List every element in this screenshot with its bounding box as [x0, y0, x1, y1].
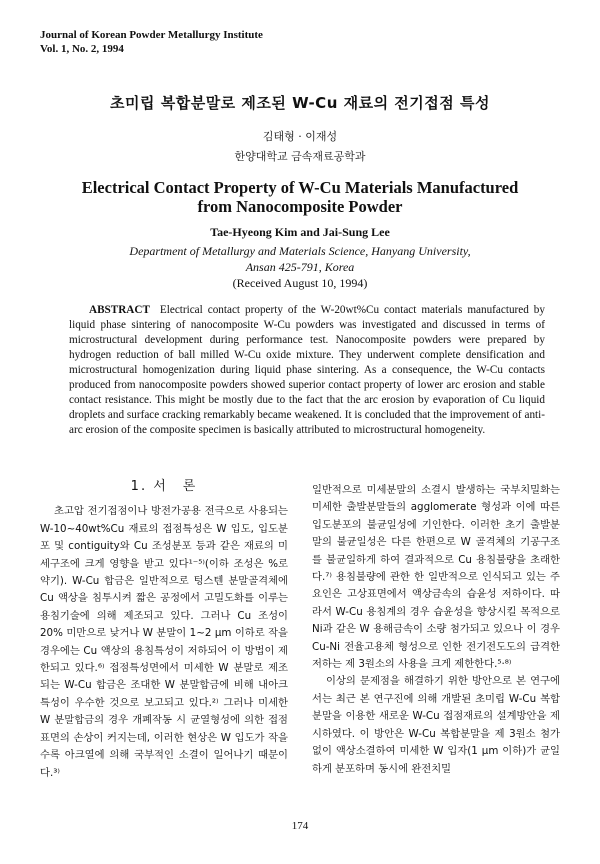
section-heading: 1. 서 론 — [130, 479, 198, 494]
journal-header — [40, 28, 263, 56]
intro-paragraph-2: 일반적으로 미세분말의 소결시 발생하는 국부치밀화는 미세한 출발분말들의 agglomerate 형성과 이에 따른 입도분포의 불균일성에 기인한다. 이러한 초기 출발분말의 불균일성은 다른 한편으로 W 골격체의 기공구조를 불균일하게 하여 결과적으로 Cu 용침불량을 초래한다.⁷⁾ 용침불량에 관한 한 일반적으로 인식되고 있는 주요인은 고상표면에서 액상금속의 습윤성 저하이다. 따라서 W-Cu 용침계의 경우 습윤성을 향상시킬 목적으로 Ni과 같은 W 용해금속이 소량 첨가되고 있으나 이 경우 Cu-Ni 전율고용체 형성으로 인한 전기전도도의 급격한 저하는 제 3원소의 사용을 크게 제한한다.⁵·⁸⁾ — [312, 484, 560, 671]
received-date: (Received August 10, 1994) — [232, 276, 368, 290]
english-title — [0, 178, 600, 216]
right-column — [312, 482, 560, 778]
abstract-label: ABSTRACT — [89, 304, 150, 316]
journal-name: Journal of Korean Powder Metallurgy Institute — [40, 29, 263, 41]
intro-paragraph-3: 이상의 문제점을 해결하기 위한 방안으로 본 연구에서는 최근 본 연구진에 의해 개발된 초미립 W-Cu 복합분말을 이용한 새로운 W-Cu 접점재료의 설계방안을 제시하였다. 이 방안은 W-Cu 복합분말을 제 3원소 첨가없이 액상소결하여 미세한 W 입자(1 μm 이하)가 균일하게 분포하며 동시에 완전치밀 — [312, 675, 560, 775]
journal-volume: Vol. 1, No. 2, 1994 — [40, 43, 124, 55]
english-title-line1: Electrical Contact Property of W-Cu Materials Manufactured — [81, 178, 519, 197]
english-affiliation-line2: Ansan 425-791, Korea — [245, 260, 355, 274]
page-number: 174 — [291, 820, 309, 832]
english-affiliation-line1: Department of Metallurgy and Materials Science, Hanyang University, — [129, 244, 471, 258]
english-title-line2: from Nanocomposite Powder — [197, 197, 403, 216]
english-affiliation — [0, 243, 600, 275]
english-authors: Tae-Hyeong Kim and Jai-Sung Lee — [210, 225, 390, 239]
korean-authors: 김태형 · 이재성 — [262, 130, 338, 143]
korean-title: 초미립 복합분말로 제조된 W-Cu 재료의 전기접점 특성 — [110, 94, 490, 112]
abstract-text: Electrical contact property of the W-20wt%Cu contact materials manufactured by liquid phase sintering of nanocomposite W-Cu powders was investigated and discussed in terms of microstructural development during performance test. Nanocomposite powders were prepared by hydrogen reduction of ball milled W-Cu oxide mixture. They underwent complete densification and microstructural homogenization during liquid phase sintering. As a consequence, the W-Cu contacts produced from nanocomposite powders showed superior contact property of lower arc erosion and stable contact resistance. This might be mostly due to the fact that the arc erosion by evaporation of Cu liquid droplets and surface cracking remarkably became weakened. It is concluded that the improvement of anti-arc erosion of the composite specimen is basically attributed to microstructural homogeneity. — [69, 304, 545, 436]
intro-paragraph-1: 초고압 전기접점이나 방전가공용 전극으로 사용되는 W-10~40wt%Cu 재료의 접점특성은 W 입도, 입도분포 및 contiguity와 Cu 조성분포 등과 같은 재료의 미세구조에 크게 영향을 받고 있다¹⁻⁵⁾(이하 조성은 %로 약기). W-Cu 합금은 일반적으로 텅스텐 분말골격체에 Cu 액상을 침투시켜 짧은 공정에서 고밀도화를 이루는 용침기술에 의해 제조되고 있다. 그러나 Cu 조성이 20% 미만으로 낮거나 W 분말이 1~2 μm 이하로 작을 경우에는 Cu 액상의 용침특성이 저하되어 이 방법이 제한되고 있다.⁶⁾ 접점특성면에서 미세한 W 분말로 제조되는 W-Cu 합금은 조대한 W 분말합금에 비해 내아크 특성이 우수한 것으로 보고되고 있다.²⁾ 그러나 미세한 W 분말합금의 경우 개폐작동 시 균열형성에 의한 접점표면의 손상이 커지는데, 이러한 현상은 W 입도가 작을수록 아크열에 의해 국부적인 소결이 일어나기 때문이다.³⁾ — [40, 505, 288, 779]
abstract — [69, 303, 545, 438]
korean-affiliation: 한양대학교 금속재료공학과 — [234, 150, 366, 163]
left-column — [40, 479, 288, 782]
